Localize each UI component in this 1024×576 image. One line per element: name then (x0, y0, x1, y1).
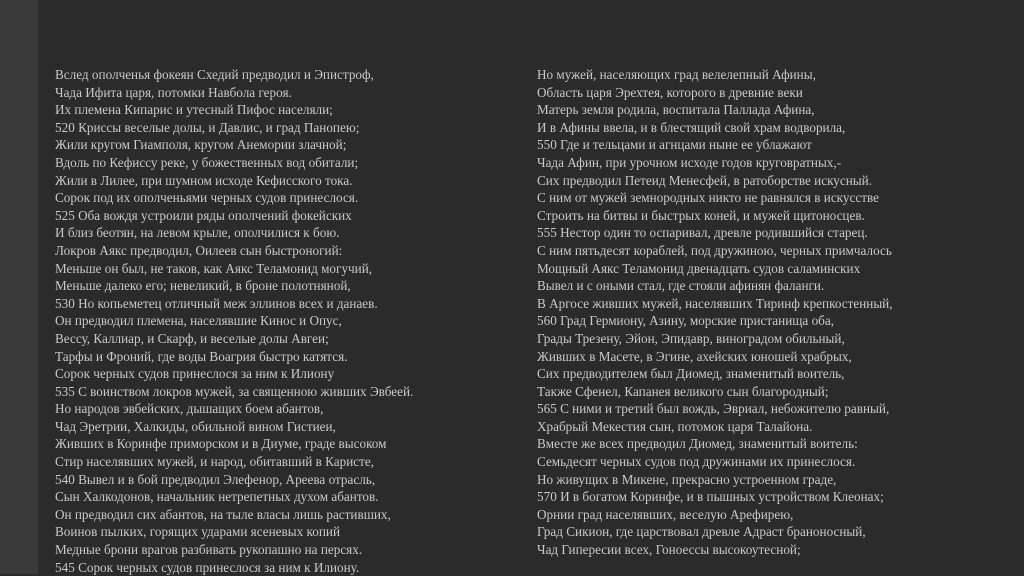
text-line: Но народов эвбейских, дышащих боем абантов, (55, 401, 324, 417)
text-line: 570 И в богатом Коринфе, и в пышных устройством Клеонах; (537, 489, 884, 505)
text-line: Медные брони врагов разбивать рукопашно на персях. (55, 542, 363, 558)
text-line: Живших в Коринфе приморском и в Диуме, граде высоком (55, 436, 387, 452)
text-line: 545 Сорок черных судов принеслося за ним к Илиону. (55, 559, 360, 575)
text-line: Сих предводителем был Диомед, знаменитый воитель, (537, 366, 845, 382)
text-line: Меньше далеко его; невеликий, в броне полотняной, (55, 278, 351, 294)
text-line: Также Сфенел, Капанея великого сын благородный; (537, 383, 829, 399)
text-line: И в Афины ввела, и в блестящий свой храм водворила, (537, 119, 846, 135)
text-line: Область царя Эрехтея, которого в древние веки (537, 84, 803, 100)
text-line: Сорок под их ополченьями черных судов принеслося. (55, 190, 359, 206)
left-text-column (55, 66, 413, 576)
text-line: Он предводил племена, населявшие Кинос и Опус, (55, 313, 342, 329)
text-line: Орнии град населявших, веселую Арефирею, (537, 506, 794, 522)
text-line: И близ беотян, на левом крыле, ополчилися к бою. (55, 225, 340, 241)
text-line: 525 Оба вождя устроили ряды ополчений фокейских (55, 207, 352, 223)
text-line: 550 Где и тельцами и агнцами ныне ее ублажают (537, 137, 812, 153)
text-line: 535 С воинством локров мужей, за священною живших Эвбеей. (55, 383, 414, 399)
text-line: Вессу, Каллиар, и Скарф, и веселые долы Авгеи; (55, 330, 329, 346)
text-line: Живших в Масете, в Эгине, ахейских юношей храбрых, (537, 348, 852, 364)
text-line: Чада Афин, при урочном исходе годов круговратных,- (537, 154, 842, 170)
text-line: Семьдесят черных судов под дружинами их принеслося. (537, 454, 856, 470)
text-line: Сорок черных судов принеслося за ним к Илиону (55, 366, 335, 382)
text-line: Мощный Аякс Теламонид двенадцать судов саламинских (537, 260, 861, 276)
text-line: Их племена Кипарис и утесный Пифос населяли; (55, 102, 333, 118)
text-line: Вдоль по Кефиссу реке, у божественных вод обитали; (55, 154, 359, 170)
text-line: Чад Эретрии, Халкиды, обильной вином Гистиеи, (55, 418, 336, 434)
text-line: Но живущих в Микене, прекрасно устроенном граде, (537, 471, 837, 487)
text-line: Но мужей, населяющих град велелепный Афины, (537, 67, 816, 82)
text-line: 540 Вывел и в бой предводил Элефенор, Ареева отрасль, (55, 471, 376, 487)
text-line: 520 Криссы веселые долы, и Давлис, и град Панопею; (55, 119, 360, 135)
text-line: 560 Град Гермиону, Азину, морские пристанища оба, (537, 313, 835, 329)
text-line: Жили в Лилее, при шумном исходе Кефисского тока. (55, 172, 353, 188)
text-line: Чад Гипересии всех, Гоноессы высокоутесной; (537, 542, 801, 558)
text-line: Сих предводил Петеид Менесфей, в ратоборстве искусный. (537, 172, 873, 188)
text-line: В Аргосе живших мужей, населявших Тиринф крепкостенный, (537, 295, 893, 311)
text-line: Град Сикион, где царствовал древле Адраст браноносный, (537, 524, 866, 540)
text-line: Вместе же всех предводил Диомед, знаменитый воитель: (537, 436, 858, 452)
text-line: Локров Аякс предводил, Оилеев сын быстроногий: (55, 242, 343, 258)
text-line: 565 С ними и третий был вождь, Эвриал, небожителю равный, (537, 401, 890, 417)
left-edge-strip (0, 0, 38, 574)
text-line: Воинов пылких, горящих ударами ясеневых копий (55, 524, 341, 540)
text-line: Вслед ополченья фокеян Схедий предводил и Эпистроф, (55, 67, 374, 82)
text-line: 530 Но копьеметец отличный меж эллинов всех и данаев. (55, 295, 378, 311)
text-line: Тарфы и Фроний, где воды Воагрия быстро катятся. (55, 348, 348, 364)
right-text-column (537, 66, 893, 559)
text-line: Строить на битвы и быстрых коней, и мужей щитоносцев. (537, 207, 865, 223)
text-line: Меньше он был, не таков, как Аякс Теламонид могучий, (55, 260, 373, 276)
text-line: Грады Трезену, Эйон, Эпидавр, виноградом обильный, (537, 330, 845, 346)
text-line: Храбрый Мекестия сын, потомок царя Талайона. (537, 418, 813, 434)
text-line: Стир населявших мужей, и народ, обитавший в Каристе, (55, 454, 375, 470)
text-line: С ним от мужей земнородных никто не равнялся в искусстве (537, 190, 879, 206)
text-line: Чада Ифита царя, потомки Навбола героя. (55, 84, 292, 100)
text-line: Он предводил сих абантов, на тыле власы лишь растивших, (55, 506, 391, 522)
text-line: Сын Халкодонов, начальник нетрепетных духом абантов. (55, 489, 379, 505)
text-line: 555 Нестор один то оспаривал, древле родившийся старец. (537, 225, 868, 241)
text-line: Жили кругом Гиамполя, кругом Анемории злачной; (55, 137, 347, 153)
text-line: Матерь земля родила, воспитала Паллада Афина, (537, 102, 815, 118)
text-line: Вывел и с оными стал, где стояли афинян фаланги. (537, 278, 825, 294)
text-line: С ним пятьдесят кораблей, под дружиною, черных примчалось (537, 242, 892, 258)
